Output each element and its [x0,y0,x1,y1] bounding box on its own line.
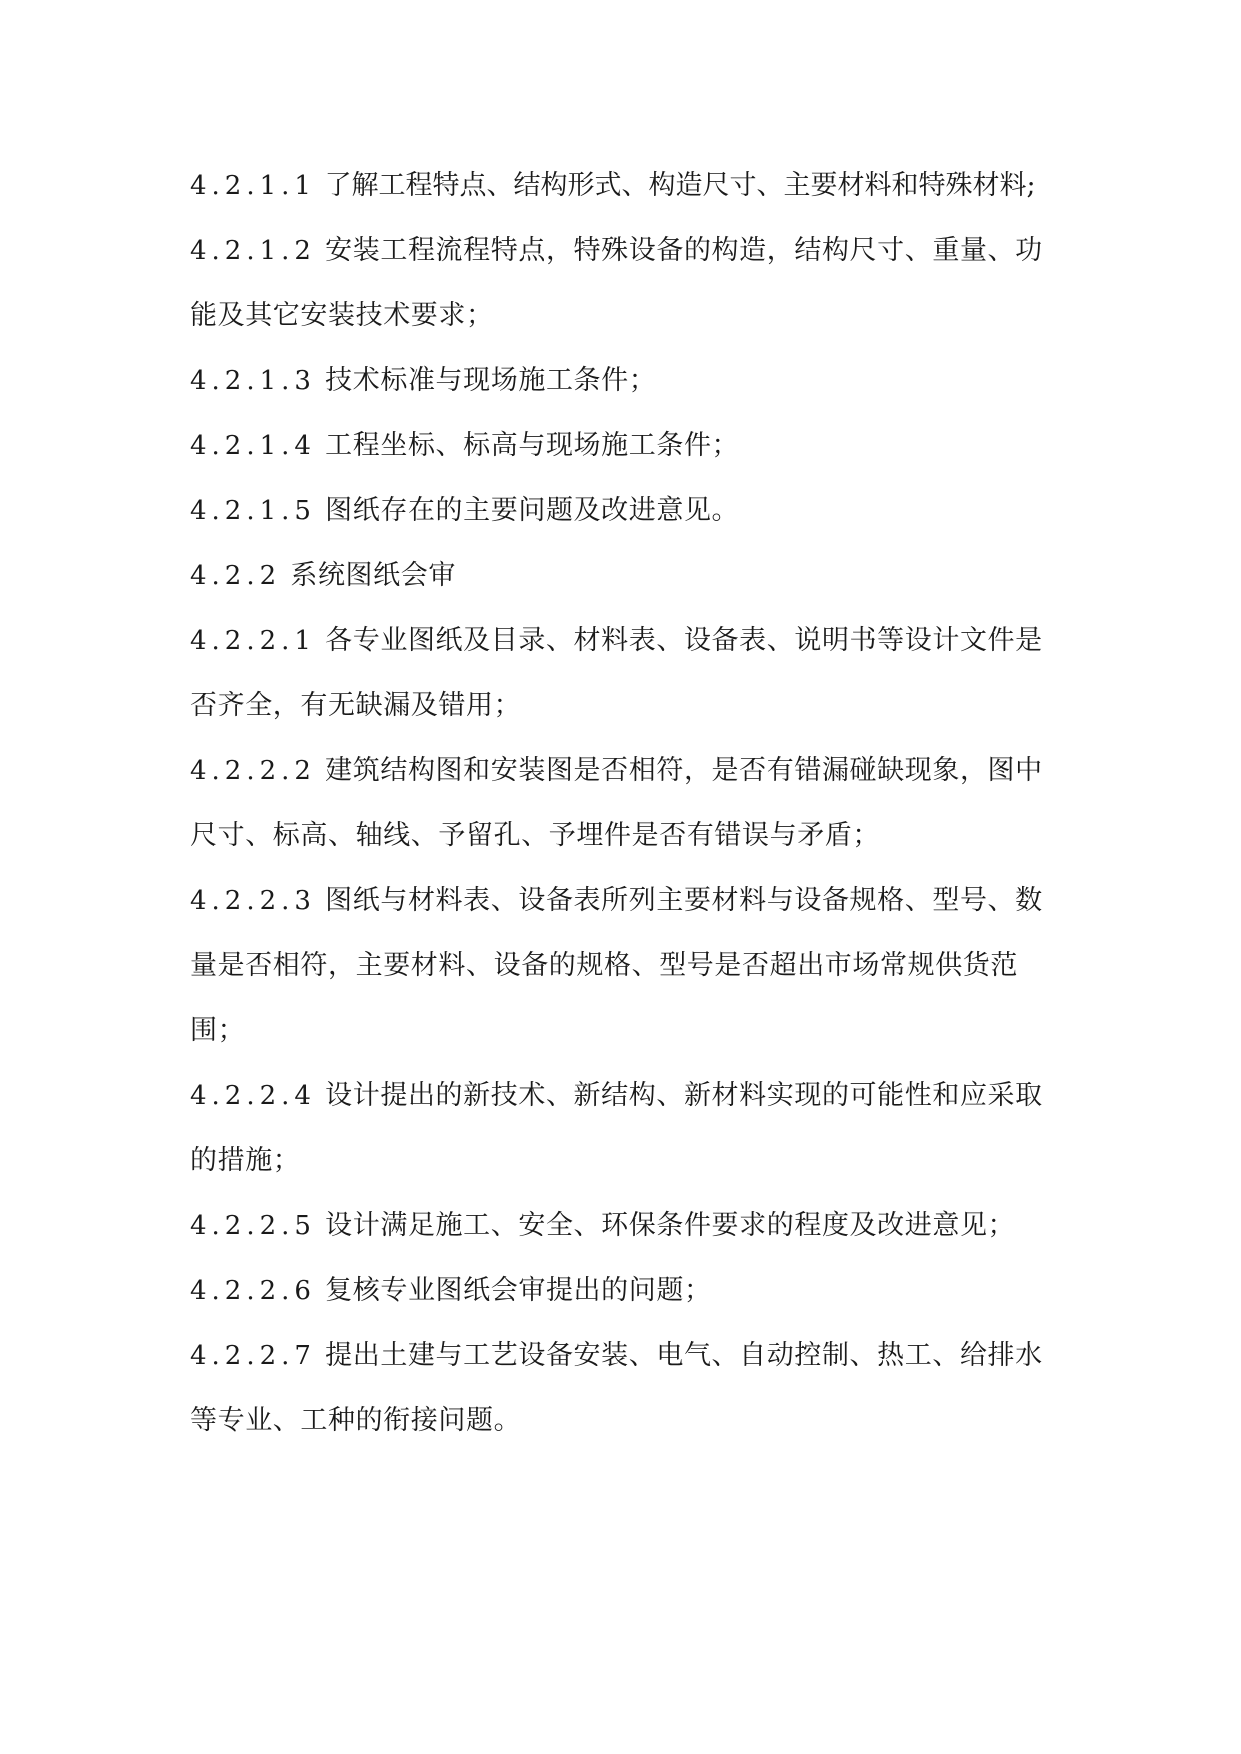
clause-text: 了解工程特点、结构形式、构造尺寸、主要材料和特殊材料; [324,170,1036,201]
clause-text: 各专业图纸及目录、材料表、设备表、说明书等设计文件是 [325,625,1043,656]
paragraph-line [190,998,1070,1063]
paragraph-line [190,283,1070,348]
clause-text: 尺寸、标高、轴线、予留孔、予埋件是否有错误与矛盾； [190,820,880,851]
clause-number: 4.2.2.5 [190,1211,316,1241]
paragraph-line [190,1323,1070,1388]
clause-text: 安装工程流程特点，特殊设备的构造，结构尺寸、重量、功 [325,235,1043,266]
clause-text: 工程坐标、标高与现场施工条件； [325,430,740,461]
paragraph-line [190,1388,1070,1453]
document-body [190,153,1070,1453]
clause-number: 4.2.1.1 [190,171,316,201]
clause-text: 否齐全，有无缺漏及错用； [190,690,522,721]
paragraph-line [190,153,1070,218]
clause-text: 提出土建与工艺设备安装、电气、自动控制、热工、给排水 [325,1340,1043,1371]
paragraph-line [190,348,1070,413]
paragraph-line [190,868,1070,933]
clause-number: 4.2.2.1 [190,626,316,656]
paragraph-line [190,1063,1070,1128]
clause-text: 技术标准与现场施工条件； [325,365,657,396]
clause-number: 4.2.2.4 [190,1081,316,1111]
paragraph-line [190,478,1070,543]
clause-text: 设计提出的新技术、新结构、新材料实现的可能性和应采取 [325,1080,1043,1111]
clause-number: 4.2.2.7 [190,1341,316,1371]
paragraph-line [190,673,1070,738]
clause-text: 建筑结构图和安装图是否相符，是否有错漏碰缺现象，图中 [325,755,1043,786]
clause-text: 的措施； [190,1145,301,1176]
clause-number: 4.2.1.2 [190,236,316,266]
paragraph-line [190,1258,1070,1323]
paragraph-line [190,1193,1070,1258]
clause-text: 量是否相符，主要材料、设备的规格、型号是否超出市场常规供货范 [190,950,1018,981]
clause-text: 能及其它安装技术要求； [190,300,494,331]
paragraph-line [190,1128,1070,1193]
paragraph-line [190,413,1070,478]
clause-number: 4.2.2.3 [190,886,316,916]
clause-text: 系统图纸会审 [290,560,456,591]
paragraph-line [190,738,1070,803]
clause-number: 4.2.2 [190,561,282,591]
clause-number: 4.2.2.2 [190,756,316,786]
clause-number: 4.2.1.4 [190,431,316,461]
clause-text: 复核专业图纸会审提出的问题； [325,1275,712,1306]
clause-text: 围； [190,1015,246,1046]
section-heading [190,543,1070,608]
paragraph-line [190,933,1070,998]
clause-number: 4.2.1.5 [190,496,316,526]
clause-text: 图纸与材料表、设备表所列主要材料与设备规格、型号、数 [325,885,1043,916]
clause-number: 4.2.1.3 [190,366,316,396]
clause-text: 图纸存在的主要问题及改进意见。 [325,495,740,526]
clause-text: 等专业、工种的衔接问题。 [190,1405,522,1436]
paragraph-line [190,218,1070,283]
paragraph-line [190,803,1070,868]
paragraph-line [190,608,1070,673]
clause-text: 设计满足施工、安全、环保条件要求的程度及改进意见； [325,1210,1016,1241]
clause-number: 4.2.2.6 [190,1276,316,1306]
